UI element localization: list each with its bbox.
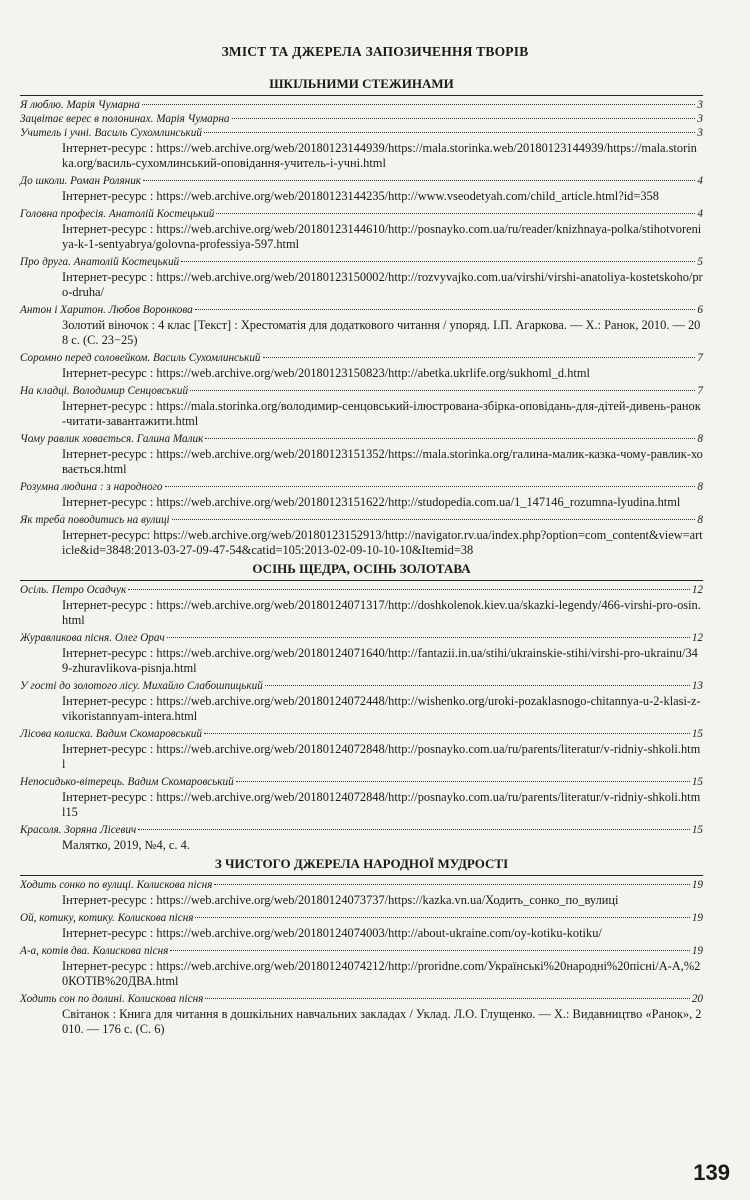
dot-leader bbox=[181, 261, 695, 262]
toc-entry bbox=[20, 126, 703, 171]
dot-leader bbox=[195, 309, 696, 310]
toc-entry-line bbox=[20, 112, 703, 126]
dot-leader bbox=[190, 390, 695, 391]
toc-entry-line bbox=[20, 351, 703, 365]
entry-source: Інтернет-ресурс : https://web.archive.org/web/20180124074003/http://about-ukraine.com/oy-kotiku-kotiku/ bbox=[62, 926, 602, 940]
section-divider bbox=[20, 95, 703, 96]
toc-entry-line bbox=[20, 911, 703, 925]
entry-page-number: 3 bbox=[697, 113, 703, 125]
entry-source: Інтернет-ресурс : https://web.archive.org/web/20180123144610/http://posnayko.com.ua/ru/reader/knizhnaya-polka/stihotvoreniya-k-1-sentyabrya/golovna-professiya-597.html bbox=[62, 222, 702, 251]
toc-entry bbox=[20, 727, 703, 772]
section-title: З ЧИСТОГО ДЖЕРЕЛА НАРОДНОЇ МУДРОСТІ bbox=[214, 856, 509, 871]
toc-entry-line bbox=[20, 255, 703, 269]
toc-entry bbox=[20, 480, 703, 510]
entry-source: Інтернет-ресурс : https://mala.storinka.org/володимир-сенцовський-ілюстрована-збірка-оповідань-для-дітей-дивень-ранок-читати-завантажити.html bbox=[62, 399, 701, 428]
entry-title: Як треба поводитись на вулиці bbox=[20, 514, 170, 526]
entry-source: Інтернет-ресурс : https://web.archive.org/web/20180123151352/https://mala.storinka.org/галина-малик-казка-чому-равлик-ховається.html bbox=[62, 447, 703, 476]
toc-entry-line bbox=[20, 583, 703, 597]
entry-page-number: 15 bbox=[691, 776, 703, 788]
entry-title: На кладці. Володимир Сенцовський bbox=[20, 385, 189, 397]
entry-page-number: 6 bbox=[697, 304, 703, 316]
entry-page-number: 8 bbox=[697, 433, 703, 445]
entry-title: Соромно перед соловейком. Василь Сухомлинський bbox=[20, 352, 261, 364]
entry-title: Учитель і учні. Василь Сухомлинський bbox=[20, 127, 202, 139]
entry-title: Ходить сон по долині. Колискова пісня bbox=[20, 993, 204, 1005]
toc-entry-line bbox=[20, 944, 703, 958]
toc-entry-line bbox=[20, 207, 703, 221]
entry-page-number: 4 bbox=[697, 208, 703, 220]
toc-entry-line bbox=[20, 384, 703, 398]
toc-entry bbox=[20, 112, 703, 126]
entry-title: Журавликова пісня. Олег Орач bbox=[20, 632, 165, 644]
dot-leader bbox=[142, 104, 696, 105]
entry-source: Інтернет-ресурс : https://web.archive.org/web/20180124074212/http://proridne.com/Українські%20народні%20пісні/А-А,%20КОТІВ%20ДВА.html bbox=[62, 959, 701, 988]
entry-source: Золотий віночок : 4 клас [Текст] : Хрестоматія для додаткового читання / упоряд. І.П. Агаркова. — Х.: Ранок, 2010. — 208 с. (С. 23−25) bbox=[62, 318, 701, 347]
toc-entry-line bbox=[20, 174, 703, 188]
dot-leader bbox=[165, 486, 696, 487]
toc-entry bbox=[20, 303, 703, 348]
table-of-contents bbox=[20, 76, 703, 1040]
dot-leader bbox=[143, 180, 695, 181]
entry-source: Інтернет-ресурс : https://web.archive.org/web/20180123144939/https://mala.storinka.web/20180123144939/https://mala.storinka.org/василь-сухомлинський-оповідання-учитель-і-учні.html bbox=[62, 141, 697, 170]
entry-page-number: 12 bbox=[691, 632, 703, 644]
entry-title: Чому равлик ховається. Галина Малик bbox=[20, 433, 204, 445]
entry-page-number: 4 bbox=[697, 175, 703, 187]
entry-source: Інтернет-ресурс : https://web.archive.org/web/20180123151622/http://studopedia.com.ua/1_147146_rozumna-lyudina.html bbox=[62, 495, 681, 509]
dot-leader bbox=[205, 438, 695, 439]
toc-entry bbox=[20, 992, 703, 1037]
entry-title: Я люблю. Марія Чумарна bbox=[20, 99, 140, 111]
entry-source: Інтернет-ресурс : https://web.archive.org/web/20180124071317/http://doshkolenok.kiev.ua/skazki-legendy/466-virshi-pro-osin.html bbox=[62, 598, 701, 627]
entry-title: Розумна людина : з народного bbox=[20, 481, 163, 493]
dot-leader bbox=[167, 637, 690, 638]
toc-entry-line bbox=[20, 513, 703, 527]
toc-entry bbox=[20, 432, 703, 477]
dot-leader bbox=[204, 132, 695, 133]
entry-page-number: 8 bbox=[697, 481, 703, 493]
toc-entry bbox=[20, 174, 703, 204]
entry-page-number: 5 bbox=[697, 256, 703, 268]
entry-title: Осіль. Петро Осадчук bbox=[20, 584, 127, 596]
page-title: ЗМІСТ ТА ДЖЕРЕЛА ЗАПОЗИЧЕННЯ ТВОРІВ bbox=[221, 44, 529, 59]
entry-page-number: 19 bbox=[691, 879, 703, 891]
toc-entry bbox=[20, 631, 703, 676]
entry-title: Про друга. Анатолій Костецький bbox=[20, 256, 180, 268]
entry-title: Непосидько-вітерець. Вадим Скомаровський bbox=[20, 776, 234, 788]
section-title: ШКІЛЬНИМИ СТЕЖИНАМИ bbox=[269, 76, 454, 91]
entry-source: Світанок : Книга для читання в дошкільних навчальних закладах / Уклад. Л.О. Глущенко. — Х.: Видавництво «Ранок», 2010. — 176 с. (С. 6) bbox=[62, 1007, 702, 1036]
entry-title: Зацвітає верес в полонинах. Марія Чумарна bbox=[20, 113, 230, 125]
toc-entry-line bbox=[20, 992, 703, 1006]
toc-entry-line bbox=[20, 878, 703, 892]
dot-leader bbox=[216, 213, 695, 214]
entry-title: У гості до золотого лісу. Михайло Слабошпицький bbox=[20, 680, 263, 692]
dot-leader bbox=[263, 357, 696, 358]
toc-entry-line bbox=[20, 480, 703, 494]
entry-title: Ходить сонко по вулиці. Колискова пісня bbox=[20, 879, 213, 891]
entry-source: Інтернет-ресурс : https://web.archive.org/web/20180124073737/https://kazka.vn.ua/Ходить_сонко_по_вулиці bbox=[62, 893, 619, 907]
toc-entry bbox=[20, 911, 703, 941]
toc-entry bbox=[20, 775, 703, 820]
toc-entry bbox=[20, 583, 703, 628]
toc-entry bbox=[20, 98, 703, 112]
toc-entry bbox=[20, 255, 703, 300]
entry-title: А-а, котів два. Колискова пісня bbox=[20, 945, 169, 957]
toc-entry-line bbox=[20, 823, 703, 837]
entry-source: Інтернет-ресурс : https://web.archive.org/web/20180123144235/http://www.vseodetyah.com/child_article.html?id=358 bbox=[62, 189, 659, 203]
entry-page-number: 3 bbox=[697, 127, 703, 139]
entry-title: Лісова колиска. Вадим Скомаровський bbox=[20, 728, 202, 740]
toc-entry-line bbox=[20, 631, 703, 645]
entry-page-number: 12 bbox=[691, 584, 703, 596]
toc-entry-line bbox=[20, 126, 703, 140]
entry-source: Інтернет-ресурс : https://web.archive.org/web/20180124072448/http://wishenko.org/uroki-pozaklasnogo-chitannya-u-2-klasi-z-vikoristannyam-intera.html bbox=[62, 694, 701, 723]
section-title: ОСІНЬ ЩЕДРА, ОСІНЬ ЗОЛОТАВА bbox=[252, 561, 471, 576]
dot-leader bbox=[195, 917, 689, 918]
dot-leader bbox=[205, 998, 689, 999]
toc-entry bbox=[20, 513, 703, 558]
entry-page-number: 20 bbox=[691, 993, 703, 1005]
dot-leader bbox=[232, 118, 696, 119]
toc-entry bbox=[20, 351, 703, 381]
toc-entry bbox=[20, 878, 703, 908]
entry-title: Головна професія. Анатолій Костецький bbox=[20, 208, 215, 220]
dot-leader bbox=[265, 685, 690, 686]
dot-leader bbox=[138, 829, 690, 830]
dot-leader bbox=[128, 589, 690, 590]
entry-title: До школи. Роман Роляник bbox=[20, 175, 142, 187]
toc-entry-line bbox=[20, 727, 703, 741]
toc-entry-line bbox=[20, 303, 703, 317]
entry-page-number: 19 bbox=[691, 945, 703, 957]
entry-source: Інтернет-ресурс: https://web.archive.org/web/20180123152913/http://navigator.rv.ua/index.php?option=com_content&view=article&id=3848:2013-03-27-09-47-54&catid=105:2013-02-09-10-10-10&Itemid=38 bbox=[62, 528, 703, 557]
toc-entry-line bbox=[20, 775, 703, 789]
section-divider bbox=[20, 875, 703, 876]
toc-entry bbox=[20, 384, 703, 429]
entry-source: Інтернет-ресурс : https://web.archive.org/web/20180124071640/http://fantazii.in.ua/stihi/ukrainskie-stihi/virshi-pro-ukrainu/349-zhuravlikova-pisnja.html bbox=[62, 646, 698, 675]
entry-page-number: 7 bbox=[697, 385, 703, 397]
entry-source: Інтернет-ресурс : https://web.archive.org/web/20180123150002/http://rozvyvajko.com.ua/virshi/virshi-anatoliya-kostetskoho/pro-druha/ bbox=[62, 270, 703, 299]
entry-title: Антон і Харитон. Любов Воронкова bbox=[20, 304, 193, 316]
entry-source: Малятко, 2019, №4, с. 4. bbox=[62, 838, 190, 852]
toc-entry bbox=[20, 944, 703, 989]
entry-page-number: 19 bbox=[691, 912, 703, 924]
entry-page-number: 7 bbox=[697, 352, 703, 364]
entry-source: Інтернет-ресурс : https://web.archive.org/web/20180123150823/http://abetka.ukrlife.org/sukhoml_d.html bbox=[62, 366, 590, 380]
entry-page-number: 15 bbox=[691, 728, 703, 740]
toc-entry bbox=[20, 823, 703, 853]
dot-leader bbox=[236, 781, 690, 782]
toc-entry-line bbox=[20, 432, 703, 446]
entry-source: Інтернет-ресурс : https://web.archive.org/web/20180124072848/http://posnayko.com.ua/ru/parents/literatur/v-ridniy-shkoli.html15 bbox=[62, 790, 701, 819]
toc-entry bbox=[20, 207, 703, 252]
toc-entry-line bbox=[20, 679, 703, 693]
dot-leader bbox=[170, 950, 689, 951]
dot-leader bbox=[172, 519, 696, 520]
toc-entry bbox=[20, 679, 703, 724]
entry-page-number: 13 bbox=[691, 680, 703, 692]
entry-page-number: 15 bbox=[691, 824, 703, 836]
section-divider bbox=[20, 580, 703, 581]
entry-title: Ой, котику, котику. Колискова пісня bbox=[20, 912, 194, 924]
dot-leader bbox=[214, 884, 689, 885]
entry-page-number: 3 bbox=[697, 99, 703, 111]
entry-title: Красоля. Зоряна Лісевич bbox=[20, 824, 137, 836]
entry-page-number: 8 bbox=[697, 514, 703, 526]
toc-entry-line bbox=[20, 98, 703, 112]
dot-leader bbox=[204, 733, 690, 734]
page-number: 139 bbox=[693, 1160, 730, 1185]
entry-source: Інтернет-ресурс : https://web.archive.org/web/20180124072848/http://posnayko.com.ua/ru/parents/literatur/v-ridniy-shkoli.html bbox=[62, 742, 701, 771]
